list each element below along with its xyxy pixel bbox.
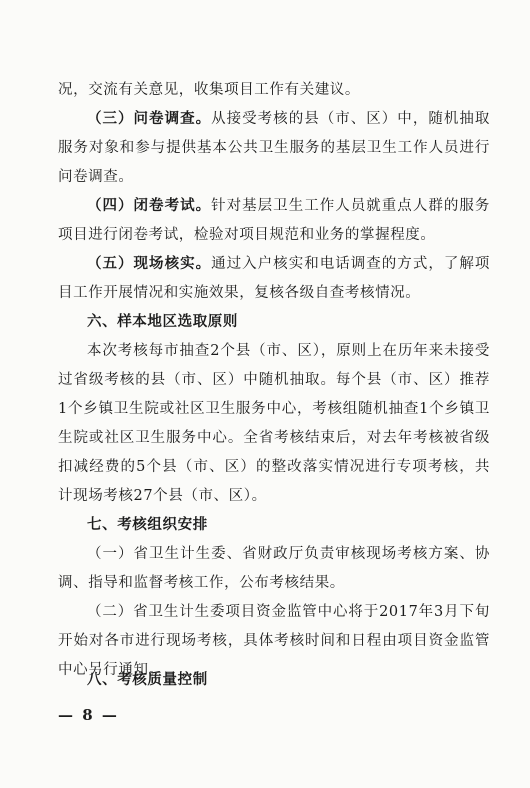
paragraph-lead: （四）闭卷考试。 (87, 198, 212, 214)
section-heading-7: 七、考核组织安排 (87, 517, 208, 533)
paragraph-exam (58, 192, 490, 250)
paragraph-organization-1: （一）省卫生计生委、省财政厅负责审核现场考核方案、协调、指导和监督考核工作，公布考核结果。 (58, 546, 490, 591)
page-number: — 8 — (58, 706, 119, 724)
paragraph-continuation: 况，交流有关意见，收集项目工作有关建议。 (58, 82, 360, 98)
paragraph-verification (58, 250, 490, 308)
paragraph-lead: （五）现场核实。 (87, 256, 212, 272)
paragraph-body: 针对基层卫生工作人员就重点人群的服务项目进行闭卷考试，检验对项目规范和业务的掌握程度。 (58, 198, 490, 243)
section-heading-6: 六、样本地区选取原则 (87, 314, 238, 330)
paragraph-body: 通过入户核实和电话调查的方式，了解项目工作开展情况和实施效果，复核各级自查考核情况。 (58, 256, 490, 301)
paragraph-organization-2: （二）省卫生计生委项目资金监管中心将于2017年3月下旬开始对各市进行现场考核，具体考核时间和日程由项目资金监管中心另行通知。 (58, 604, 490, 678)
section-heading-8: 八、考核质量控制 (87, 672, 208, 688)
paragraph-body: 从接受考核的县（市、区）中，随机抽取服务对象和参与提供基本公共卫生服务的基层卫生工作人员进行问卷调查。 (58, 111, 490, 185)
paragraph-lead: （三）问卷调查。 (87, 111, 212, 127)
paragraph-questionnaire (58, 105, 490, 192)
paragraph-sampling: 本次考核每市抽查2个县（市、区），原则上在历年来未接受过省级考核的县（市、区）中随机抽取。每个县（市、区）推荐1个乡镇卫生院或社区卫生服务中心，考核组随机抽查1个乡镇卫生院或社区卫生服务中心。全省考核结束后，对去年考核被省级扣减经费的5个县（市、区）的整改落实情况进行专项考核，共计现场考核27个县（市、区）。 (58, 343, 490, 504)
